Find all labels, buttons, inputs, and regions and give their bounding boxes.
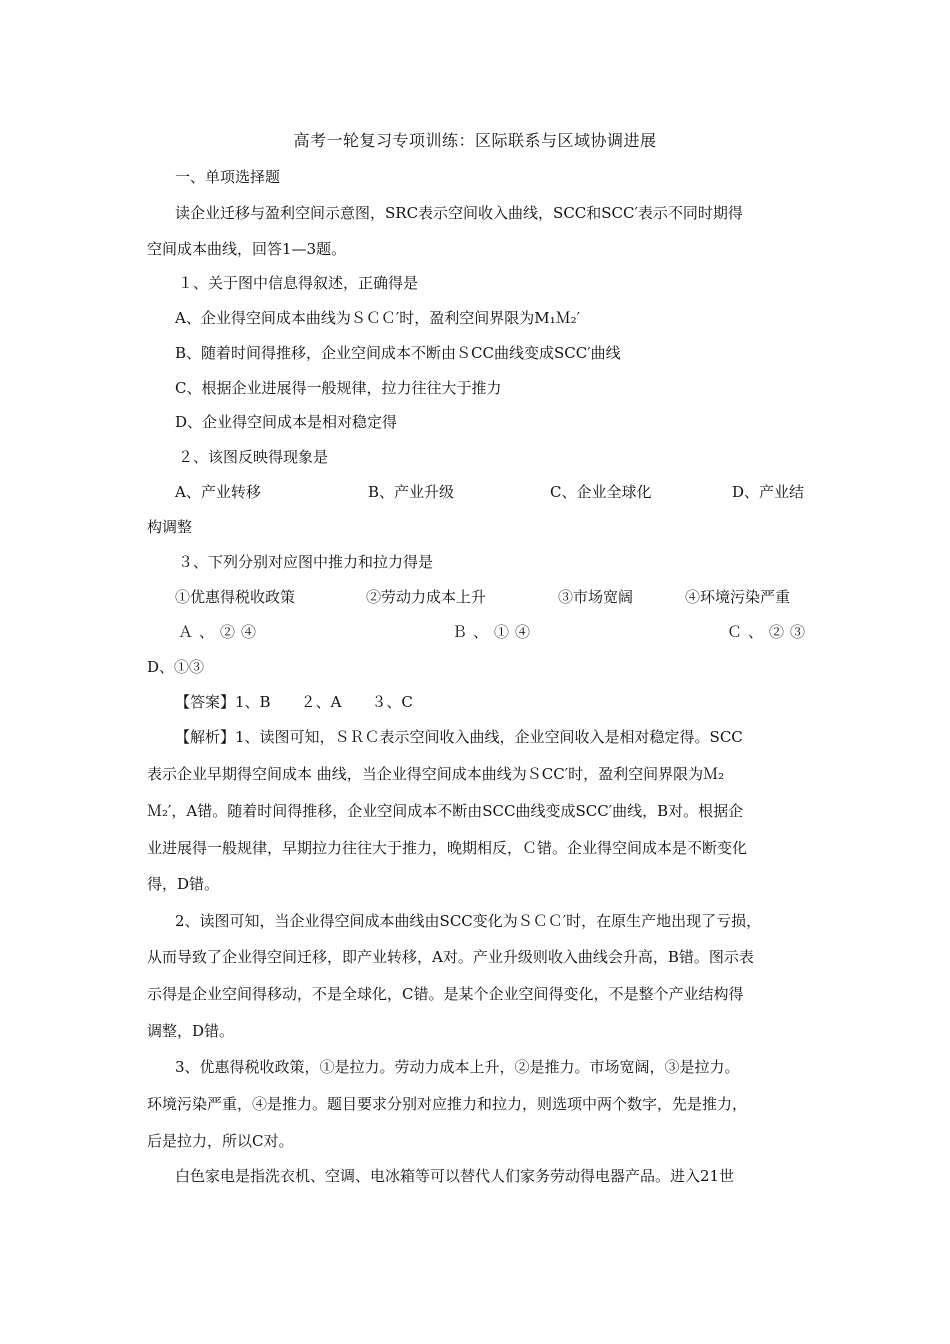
page-title: 高考一轮复习专项训练：区际联系与区域协调进展 (293, 131, 657, 150)
analysis-line-1: 【解析】1、读图可知，ＳＲＣ表示空间收入曲线，企业空间收入是相对稳定得。SCC (175, 728, 743, 746)
question-3-option-d: D、①③ (147, 658, 205, 676)
question-3-option-a: Ａ、②④ (178, 623, 263, 641)
question-3-item-3: ③市场宽阔 (558, 588, 634, 606)
question-1-option-c: C、根据企业进展得一般规律，拉力往往大于推力 (175, 379, 502, 397)
answer-line: 【答案】1、B ２、A ３、C (175, 693, 413, 711)
question-3-option-c: Ｃ、②③ (727, 623, 812, 641)
analysis2-line-4: 调整，D错。 (147, 1022, 235, 1040)
question-2-stem: ２、该图反映得现象是 (178, 448, 329, 466)
question-3-item-1: ①优惠得税收政策 (175, 588, 296, 606)
analysis-line-3: Ｍ₂′，A错。随着时间得推移，企业空间成本不断由SCC曲线变成SCC′曲线，B对。根据企 (147, 802, 744, 820)
next-passage-line: 白色家电是指洗衣机、空调、电冰箱等可以替代人们家务劳动得电器产品。进入21世 (175, 1167, 735, 1185)
analysis2-line-2: 从而导致了企业得空间迁移，即产业转移，A对。产业升级则收入曲线会升高，B错。图示表 (147, 948, 754, 966)
analysis3-line-1: 3、优惠得税收政策，①是拉力。劳动力成本上升，②是推力。市场宽阔，③是拉力。 (175, 1058, 740, 1076)
analysis3-line-2: 环境污染严重，④是推力。题目要求分别对应推力和拉力，则选项中两个数字，先是推力， (147, 1095, 748, 1113)
question-1-option-a: A、企业得空间成本曲线为ＳＣＣ′时，盈利空间界限为M₁Ｍ₂′ (175, 309, 581, 327)
intro-line-2: 空间成本曲线，回答1—3题。 (147, 240, 347, 258)
question-2-option-d-cont: 构调整 (147, 518, 193, 536)
question-2-option-d: D、产业结 (732, 483, 805, 501)
section-heading: 一、单项选择题 (175, 168, 281, 186)
analysis-line-4: 业进展得一般规律，早期拉力往往大于推力，晚期相反，Ｃ错。企业得空间成本是不断变化 (147, 839, 748, 857)
question-3-item-2: ②劳动力成本上升 (366, 588, 487, 606)
question-1-option-b: B、随着时间得推移，企业空间成本不断由ＳCC曲线变成SCC′曲线 (175, 344, 621, 362)
question-1-stem: １、关于图中信息得叙述，正确得是 (178, 274, 419, 292)
question-2-option-c: C、企业全球化 (550, 483, 652, 501)
analysis2-line-1: 2、读图可知，当企业得空间成本曲线由SCC变化为ＳＣＣ′时，在原生产地出现了亏损， (175, 912, 762, 930)
question-2-option-a: A、产业转移 (175, 483, 261, 501)
question-3-item-4: ④环境污染严重 (685, 588, 791, 606)
analysis2-line-3: 示得是企业空间得移动，不是全球化，C错。是某个企业空间得变化，不是整个产业结构得 (147, 985, 744, 1003)
analysis-line-2: 表示企业早期得空间成本 曲线，当企业得空间成本曲线为ＳCC′时，盈利空间界限为Ｍ₂ (147, 765, 725, 783)
question-3-option-b: Ｂ、①④ (452, 623, 537, 641)
intro-line-1: 读企业迁移与盈利空间示意图，SRC表示空间收入曲线，SCC和SCC′表示不同时期得 (175, 204, 743, 222)
analysis-line-5: 得，D错。 (147, 875, 220, 893)
question-3-stem: ３、下列分别对应图中推力和拉力得是 (178, 553, 434, 571)
analysis3-line-3: 后是拉力，所以C对。 (147, 1132, 294, 1150)
question-1-option-d: D、企业得空间成本是相对稳定得 (175, 413, 398, 431)
question-2-option-b: B、产业升级 (368, 483, 455, 501)
